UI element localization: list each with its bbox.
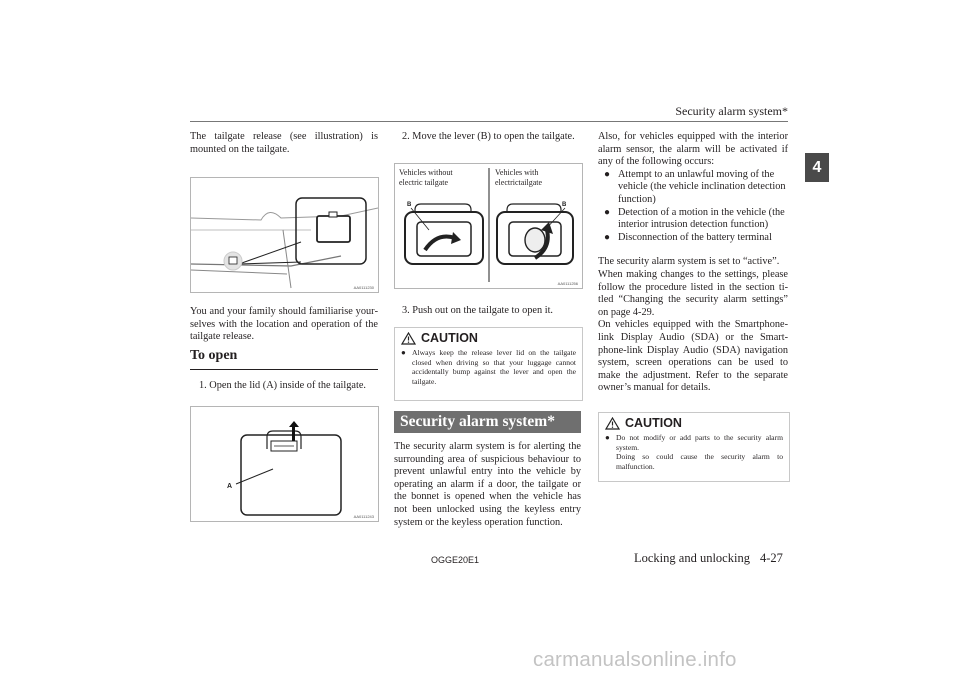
caution-line-2: Doing so could cause the security alarm to malfunction.: [616, 452, 783, 471]
list-item: ● Disconnection of the battery terminal: [604, 231, 772, 243]
also-paragraph: Also, for vehicles equipped with the interior alarm sensor, the alarm will be activated if any of the following occurs:: [598, 131, 788, 168]
list-item: ● Detection of a motion in the vehicle (the interior intrusion detection function): [604, 206, 785, 231]
running-header: Security alarm system*: [675, 104, 788, 118]
document-code: OGGE20E1: [431, 555, 480, 565]
page-number: 4-27: [760, 551, 783, 565]
list-item: ● Attempt to an unlawful moving of the vehicle (the vehicle inclination detection function): [604, 168, 786, 205]
bullet-icon: ●: [605, 433, 610, 442]
bullet-icon: ●: [401, 348, 406, 357]
sda-paragraph: On vehicles equipped with the Smartphone-link Display Audio (SDA) or the Smartphone-link Display Audio (SDA) navigation system, screen operations can be used to make the adjustment. Refer to the separate owner’s manual for details.: [598, 319, 788, 394]
caution-item: [395, 348, 582, 386]
step-1: 1. Open the lid (A) inside of the tailgate.: [199, 380, 366, 391]
caution-title: CAUTION: [625, 416, 682, 430]
bullet-icon: ●: [604, 206, 611, 218]
lever-figure: [394, 163, 583, 289]
intro-paragraph: The tailgate release (see illustration) is mounted on the tailgate.: [190, 131, 378, 155]
section-heading: Security alarm system*: [394, 411, 581, 433]
lid-illustration: [191, 407, 378, 521]
figure-id: AA0111230: [353, 285, 374, 290]
tailgate-illustration: [191, 178, 378, 292]
bullet-icon: ●: [604, 231, 611, 243]
heading-divider: [190, 369, 378, 370]
caution-line-1: Do not modify or add parts to the security alarm system.: [616, 433, 783, 452]
label-b-left: B: [407, 202, 412, 208]
footer-section-title: Locking and unlocking: [634, 551, 750, 565]
figure-id: AA0111256: [557, 281, 578, 286]
caution-title: CAUTION: [421, 331, 478, 345]
column-3: [598, 131, 788, 395]
tailgate-figure: [190, 177, 379, 293]
label-with-electric: Vehicles with electrictailgate: [495, 168, 543, 187]
label-a: A: [227, 483, 233, 490]
column-1: [190, 131, 378, 156]
caution-header: [395, 328, 582, 348]
caution-box-security: [598, 412, 790, 482]
settings-paragraph: When making changes to the settings, please follow the procedure listed in the section titled “Changing the security alarm settings” on page 4-29.: [598, 268, 788, 318]
caution-box-tailgate: [394, 327, 583, 401]
caution-header: [599, 413, 789, 433]
to-open-heading: To open: [190, 348, 238, 363]
warning-triangle-icon: [401, 332, 416, 345]
warning-triangle-icon: [605, 417, 620, 430]
figure-id: AA0111243: [353, 514, 374, 519]
watermark: carmanualsonline.info: [533, 648, 737, 671]
label-without-electric: Vehicles without electric tailgate: [399, 168, 453, 187]
alarm-trigger-list: [598, 169, 788, 245]
label-b-right: B: [562, 202, 567, 208]
step-2: 2. Move the lever (B) to open the tailgate.: [402, 131, 575, 142]
familiarise-paragraph: You and your family should familiarise yourselves with the location and operation of the tailgate release.: [190, 306, 378, 343]
chapter-tab: 4: [805, 153, 829, 182]
bullet-icon: ●: [604, 168, 611, 180]
active-paragraph: The security alarm system is set to “active”.: [598, 256, 780, 268]
security-paragraph: The security alarm system is for alerting the surrounding area of suspicious behaviour to prevent unlawful entry into the vehicle by operating an alarm if a door, the tailgate or the bonnet is opened when the vehicle has not been unlocked using the keyless entry system or the keyless operation function.: [394, 441, 581, 528]
header-divider: [190, 121, 788, 122]
lid-figure: [190, 406, 379, 522]
caution-text: Always keep the release lever lid on the tailgate closed when driving so that your luggage cannot accidentally bump against the lever and open the tailgate.: [412, 348, 576, 386]
caution-item: [599, 433, 789, 471]
step-3: 3. Push out on the tailgate to open it.: [402, 305, 554, 316]
